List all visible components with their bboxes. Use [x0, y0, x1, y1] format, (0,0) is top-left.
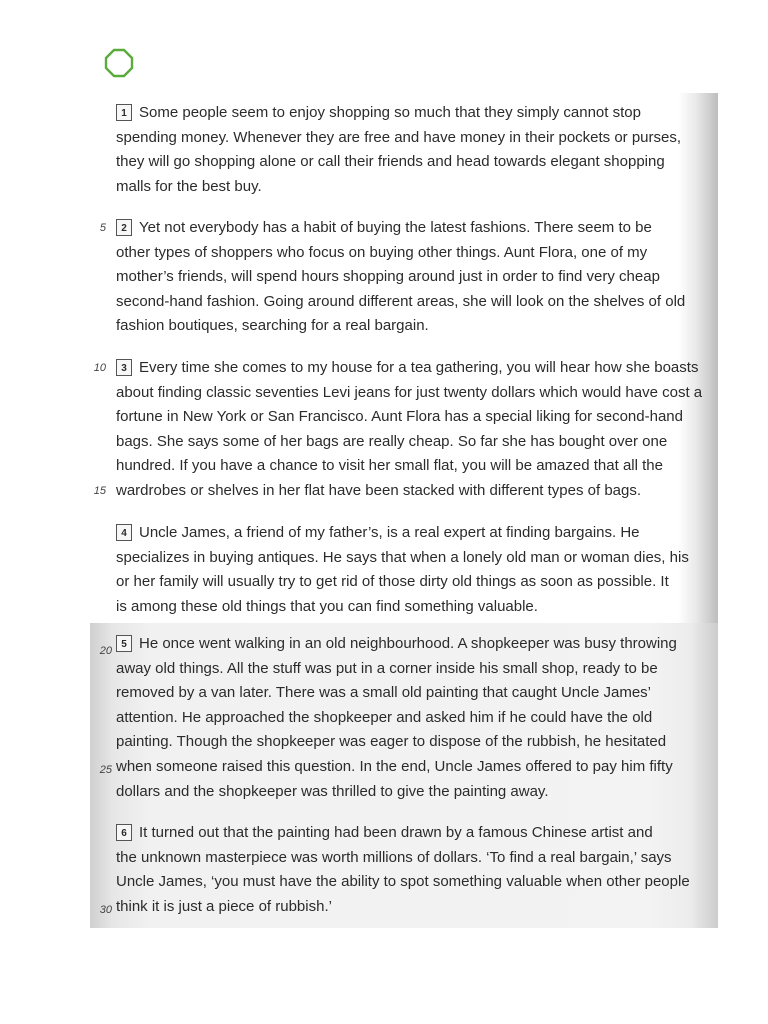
paragraph-5 [116, 632, 706, 804]
paragraph-3 [116, 356, 706, 504]
paragraph-line: is among these old things that you can find something valuable. [116, 597, 538, 615]
paragraph-line: about finding classic seventies Levi jeans for just twenty dollars which would have cost a [116, 383, 703, 401]
paragraph-number-1: 1 [116, 104, 132, 121]
paragraph-4 [116, 521, 706, 619]
paragraph-line: mother’s friends, will spend hours shopping around just in order to find very cheap [116, 268, 660, 286]
paragraph-line: 2 Yet not everybody has a habit of buying the latest fashions. There seem to be [116, 216, 706, 241]
paragraph-line: painting. Though the shopkeeper was eager to dispose of the rubbish, he hesitated [116, 733, 667, 751]
paragraph-line: removed by a van later. There was a small old painting that caught Uncle James’ [116, 684, 652, 702]
line-number-20: 20 [99, 645, 112, 657]
paragraph-number-6: 6 [116, 824, 132, 841]
paragraph-line: other types of shoppers who focus on buying other things. Aunt Flora, one of my [116, 243, 648, 261]
paragraph-line: malls for the best buy. [116, 177, 262, 195]
line-number-30: 30 [99, 904, 112, 916]
paragraph-number-2: 2 [116, 219, 132, 236]
line-number-15: 15 [93, 485, 106, 497]
paragraph-line: spending money. Whenever they are free and have money in their pockets or purses, [116, 128, 682, 146]
paragraph-line: 1 Some people seem to enjoy shopping so much that they simply cannot stop [116, 101, 706, 126]
line-number-10: 10 [93, 362, 106, 374]
paragraph-2 [116, 216, 706, 339]
line-number-5: 5 [99, 222, 106, 234]
paragraph-line: 6 It turned out that the painting had been drawn by a famous Chinese artist and [116, 821, 706, 846]
paragraph-line: or her family will usually try to get rid of those dirty old things as soon as possible. It [116, 573, 669, 591]
paragraph-line: second-hand fashion. Going around different areas, she will look on the shelves of old [116, 292, 686, 310]
paragraph-number-3: 3 [116, 359, 132, 376]
paragraph-line: fashion boutiques, searching for a real bargain. [116, 317, 429, 335]
paragraph-line: 5 He once went walking in an old neighbourhood. A shopkeeper was busy throwing [116, 632, 706, 657]
paragraph-line: wardrobes or shelves in her flat have been stacked with different types of bags. [116, 481, 642, 499]
paragraph-line: Uncle James, ‘you must have the ability to spot something valuable when other people [116, 873, 690, 891]
paragraph-number-4: 4 [116, 524, 132, 541]
paragraph-1 [116, 101, 706, 199]
paragraph-line: dollars and the shopkeeper was thrilled to give the painting away. [116, 782, 549, 800]
paragraph-number-5: 5 [116, 635, 132, 652]
paragraph-line: bags. She says some of her bags are really cheap. So far she has bought over one [116, 432, 668, 450]
paragraph-line: away old things. All the stuff was put in a corner inside his small shop, ready to be [116, 659, 658, 677]
paragraph-line: 3 Every time she comes to my house for a tea gathering, you will hear how she boasts [116, 356, 706, 381]
paragraph-line: the unknown masterpiece was worth millions of dollars. ‘To find a real bargain,’ says [116, 848, 672, 866]
paragraph-line: they will go shopping alone or call their friends and head towards elegant shopping [116, 153, 665, 171]
paragraph-line: when someone raised this question. In the end, Uncle James offered to pay him fifty [116, 757, 673, 775]
paragraph-6 [116, 821, 706, 919]
green-octagon-icon [104, 48, 134, 78]
line-number-25: 25 [99, 764, 112, 776]
paragraph-line: attention. He approached the shopkeeper and asked him if he could have the old [116, 708, 653, 726]
paragraph-line: think it is just a piece of rubbish.’ [116, 897, 332, 915]
paragraph-line: specializes in buying antiques. He says that when a lonely old man or woman dies, his [116, 548, 689, 566]
paragraph-line: hundred. If you have a chance to visit her small flat, you will be amazed that all the [116, 457, 663, 475]
paragraph-line: 4 Uncle James, a friend of my father’s, is a real expert at finding bargains. He [116, 521, 706, 546]
paragraph-line: fortune in New York or San Francisco. Aunt Flora has a special liking for second-hand [116, 408, 683, 426]
